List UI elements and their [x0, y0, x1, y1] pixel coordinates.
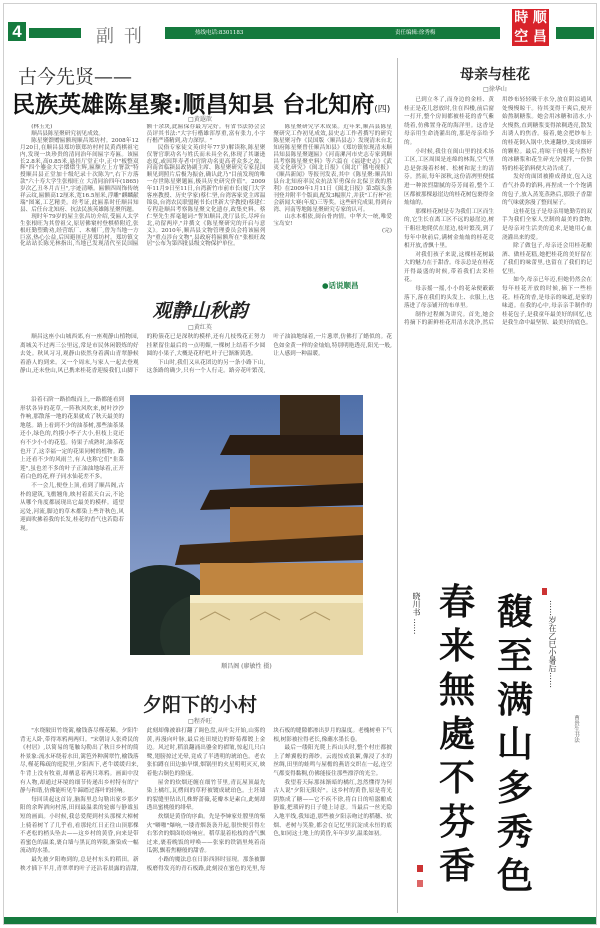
end-mark: (完) [382, 227, 392, 234]
paragraph: 现时年79岁的屋主张昌坊介绍,受匾人太学生张根旺为其曾祖父,原居佛窠村登棋桥附近,张根旺勤塑勤劝,经营纸厂、木桶厂,曾为当地一方巨富,热心公益,后因避匪迁居郑坊村。郑坊镇文化站站长陈光林指出,当地已发现清代至民国匾额十余块,此匾保存最为完好。有省书法协会会员评其书法:"大字行楷雄浑厚重,富有张力,小字行楷严谨精到,功力深厚。" [20, 124, 266, 248]
paragraph: (林玉光) [31, 124, 53, 130]
calligraphy-right-inscription: ……岁在乙巳小暑后…… [548, 600, 557, 688]
photo-caption: 顺昌阁 (廖敏性 摄) [221, 663, 272, 670]
paragraph: 屋舍的炊烟还缠在细竹节里,青瓦屋顶最先染上橘红,瓦楞间的草籽被镀成琥珀色。土坯墙的裂缝里钻出几株野蔷薇,花瓣本是素白,此刻却透出蜜桃般的绯晕。 [146, 779, 266, 812]
paragraph: 沿着石阶一路拾级而上,一路都能看到形状各异的花草,一阵秋风吹来,树叶沙沙作响,那散落一地的花果就成了秋天最美的地毯。路上看到不少的油茶树,那些油茶果还小,绿色的,约摸小李子大小,但枝上竟还有不少小小的花苞。待果子成熟时,油茶花也开了,这幸福一定的花果同树的植物。路上还看不少的风雨兰,有人也称它们"韭菜莲",虽也差不多的叶子正油油地绿着,正开着白色的花,样子同水仙花差不多。 [20, 397, 124, 481]
calligraphy-character: 色 [496, 855, 533, 897]
calligraphy-character: 處 [438, 713, 475, 755]
paragraph: 小路的魔法总在日影西斜时显现。那条被脚板磨得发亮的青石板路,此刻浸在蜜色的光里,每块石板的缝隙都渗出岁月的温度。老槐树垂下气根,树影被拉得老长,像蘸水墨长卷。 [146, 728, 392, 872]
article4-body [20, 727, 392, 897]
paragraph: 炊烟是黄昏的序曲。先是李婶家灶膛里的柴火"噼啪"爆响,一缕青烟袅袅升起,很快便引得左右邻舍的烟囱纷纷响应。稻草混着松枝的香气飘过来,裹着晚饭的呼唤——张家的铁锅里炖着南瓜粥,飘着焦糖般的甜香。 [146, 813, 266, 855]
calligraphy-character: 無 [438, 669, 475, 711]
article4-byline: □程乔旺 [188, 718, 212, 725]
paragraph: 小时候,我住在闽山里的技术场工区,工区周围是连绵的林海,空气里总是弥漫着杉树、松树和泥土的清芬。然而,每年深秋,这份清冽里便揉进一种浓烈甜腻的芬芳闻着,整个工区都被那棵悬崖边的桂花树包裹得金灿灿的。 [404, 148, 494, 207]
calligraphy-right-line [490, 590, 540, 898]
calligraphy-character: 山 [496, 723, 533, 765]
paragraph: 山水本相依,闽台骨肉情。中华大一统,唯爱宝岛安! [273, 213, 392, 227]
paragraph: 陈星聚馈赠匾额现顺昌郑坊村。2008年12月20日,在顺昌县郑坊镇郑坊村村民黄尚棋祖宅内,发现一块珍贵的清同治年间匾字寿匾。该匾长2.8米,高0.85米,悬挂厅堂正中,正中"板整双辉"四个鎏金大字熠熠生辉,匾额左上方署款"特授顺昌县正堂加十级纪录十次陈为",右下方落款"六十寿大学生张根旺立 大清同治四年(1865)岁次乙丑冬月吉旦",字迹清晰。匾额四周饰传统祥云纹,匾额高12厘米,宽16.5厘米,浮雕"麒麟献瑞"图案,工艺精美。经考证,此匾系时任顺昌知县、后任台北知府、抗法民族英雄陈星聚所题。 [20, 137, 139, 213]
calligraphy-character: 多 [496, 767, 533, 809]
paragraph: 已到立冬了,而身边的金桂、黄桂正是花儿怒放时,住在四楼,前后窗一打开,整个房间都被桂花的香气紫绕着,仿佛置身花的海洋里。这香是母亲用生命浇灌出的,那是母亲给予的。 [404, 97, 494, 146]
article2-title: 母亲与桂花 [460, 67, 530, 83]
paragraph: 这桂花包子是母亲用她勤劳的双手为我们全家人烹制的最美的食物,是母亲对生活美的追求,是她用心血浇灌出来的爱。 [502, 208, 592, 241]
article3-title: 观静山秋韵 [152, 300, 248, 322]
header-bar-right [556, 27, 594, 39]
paragraph: 最先被夕阳吻到的,总是村东头的稻田。新秧才插下半月,青翠翠的叶子还沾着晨露的清甜,此刻却像被谁打翻了调色盘,从叶尖开始,山雾的黄,再漫向叶脉,最后连田埂边的野菊都镀上金边。风过时,稻浪翻涌出鎏金的褶皱,惊起几只白鹭,翅膀掠过光晕,竟成了半透明的琥珀色。老农张伯蹲在田边抽旱烟,烟锅里的火星明明灭灭,映着他古铜色的脸庞。 [20, 728, 266, 872]
column-divider [397, 58, 398, 913]
article2-body [404, 96, 592, 568]
paragraph: 每回读起这首诗,脑海里总勾勒出家乡那夕阳的余晖洒向村落,田间最温柔的轮廓与静谧虽短的画面。小时候,我总爱爬到村头那棵大樟树上骑着树丫了几乎看,看那轮红日正往山顶那棵不老松的梢头坠去——这乡村的黄昏,向来是带着蜜色的温柔,裹白墙与黑瓦的界限,渐染成一幅流动的水墨。 [20, 796, 139, 855]
paragraph: 民俗专家徒文英(时年77岁)解读称,陈星聚仅署官职功名与姓氏而未具全名,体现了其谦逊态度,或因拜寿者中官阶功名更高者众多之故。河南省临颍县政协副主席、陈星聚研究专家昆国顺见到照片后极为振奋,确认此乃"目前发现的唯一存世陈星聚题匾,极具历史研究价值"。2009年11月9日至11日,台湾新竹市前市长(厦门大学客座教授、历史学家)蔡仁坚,台湾客家党主席温锦泉,台湾农民联盟秘书长(世新大学教授)蔡建仁专程赴顺昌考察陈星聚文化遗存,政集史料。蔡仁坚先生挥毫题词:"誓知顺昌,洗厅县长,尽瘁台北,功留两岸,"并撰文《陈星聚研究的开启与意义》。2010年,顺昌县文物管理委员会将该匾列为"重点涉台文物",县政府将匾额所在"张根旺故居"公布为第四批县级文物保护单位。 [146, 144, 266, 248]
article3-body-side [20, 396, 124, 656]
newspaper-logo: 時 顺 空 昌 [512, 9, 549, 46]
header-bar [165, 27, 500, 39]
article1-kicker: 古今先贤—— [18, 66, 133, 88]
article1-body [20, 124, 392, 276]
calligraphy-left-line [432, 580, 482, 888]
paragraph: 除了做包子,母亲还会用桂花酿酒、做桂花糕,她把桂花的美好留在了我们的味蕾里,也留在了我们的记忆里。 [502, 243, 592, 275]
paragraph: 母亲摇一摇,小小的花朵便簌簌落下,落在我们的头发上、衣服上,也落进了母亲铺开的布单里。 [404, 286, 494, 310]
article4-title: 夕阳下的小村 [142, 694, 257, 716]
paragraph: "水绕陂田竹绕篱,榆钱落尽槿花稀。夕阳牛背无人卧,带得寒鸦两两归。"宋朝诗人张舜民的《村居》,以简易的笔触勾勒出了秋日乡村的简朴景象:流水环绕着水田,篱笆外种满翠竹,榆钱落尽,槿花稀疏的庭院里,夕阳西下,老牛缓缓归来,牛背上没有牧童,却栖息着两只寒鸦。画面中没有人物,却通过环境的细节传递出乡村特有的宁静与和谐,仿佛能听见牛蹄踏过落叶的轻响。 [20, 728, 139, 795]
column-tag-text: 话说顺昌 [328, 281, 359, 290]
calligraphy-character: 香 [438, 845, 475, 887]
section-name: 副刊 [96, 26, 152, 47]
article1-part: (四) [374, 105, 391, 115]
paragraph: 陈星聚研究学术成果。近年来,顺昌县陈星聚研究工作初见成效,县史志工作者撰写的研究陈星聚习作《民国版〈顺昌县志〉发现清末台北知府陈星聚曾任顺昌知县》《郑坊镇惊现清末顺昌知县陈星聚题匾》《河南漯河市史志专家到顺昌考察陈星聚史料》等六篇在《福建史志》《武夷文化研究》《闽北日报》《闽北广播电视报》《顺昌新闻》等报刊发表,其中《陈星聚:顺昌知县台北知府率民众抗法军勇保台北保卫战的胜利》在2009年1月11日《闽北日报》第3版头条刊登并附半个版面,配发3幅照片,并获"工行杯"社会新闻大赛(年度)三等奖。这些研究成果,得到台湾、河南等地陈星聚研究专家的认可。 [273, 124, 392, 213]
calligraphy-character: 至 [496, 635, 533, 677]
calligraphy-character: 春 [438, 581, 475, 623]
calligraphy-character: 馥 [496, 591, 533, 633]
seal-stamp [417, 865, 423, 872]
paragraph: 那棵桂花树是专为我们工区而生的,它生长在离工区不远的悬崖边,树干粗壮地爬伏在崖边,枝叶繁茂,到了每年中秋前后,满树金灿灿的桂花竞相开放,香飘十里。 [404, 208, 494, 250]
dot-icon: ● [322, 281, 329, 290]
seal-stamp [542, 588, 547, 595]
page-number: 4 [8, 22, 26, 41]
calligraphy-character: 秀 [496, 811, 533, 853]
calligraphy-character: 满 [496, 679, 533, 721]
calligraphy-character: 芬 [438, 801, 475, 843]
article2-byline: □徐华山 [483, 86, 507, 93]
footer-bar [4, 917, 596, 924]
calligraphy-left-inscription: 晓川书 …… [412, 592, 421, 635]
calligraphy-character: 不 [438, 757, 475, 799]
article1-byline: □黄遐歆 [188, 116, 212, 123]
paragraph: 发好的面团被擀成薄皮,包入这香气扑鼻的馅料,再捏成一个个饱满的包子,放入蒸笼蒸熟后,那股子香甜的气味就弥漫了整间屋子。 [502, 174, 592, 207]
paragraph: 顺昌这座小山城西郊,有一座观静山植物园,离城关不过两三公里远,常是市民休闲锻炼的好去处。秋风习习,观静山依然身着满山青翠静候着游人的到来。又一个周末,与家人一起去登观静山,还未登山,风已携来桂花香迎接我们,山脚下的粉簇花已是深秋的模样,还有几枝残花正努力挂紧留住最后的一点明媚,一棵树上结着不少圆圆的小果子,大概是花籽吧,叶子已渐渐黄透。 [20, 334, 266, 375]
paragraph: 制作过程颇为讲究。首先,她会将摘下的新鲜桂花用清水洗净,然后用纱布轻轻吸干水分,放在阴凉通风处慢慢晾干。待其变得干爽后,便开始熬制糖浆。她会用冰糖和清水,小火慢熬,直到糖浆变得浓稠透亮,散发出诱人的焦香。接着,她会把纱布上的桂花倒入锅中,快速翻炒,变成细碎的颗粒。最后,将晾干的桂花与熬好的冰糖浆和花生碎充分搅拌,一份独特的桂花馅料便大功告成了。 [404, 97, 592, 327]
editor: 责任编辑:徐秀梅 [395, 30, 436, 36]
paragraph: 我望着天际那抹渐暗的橘红,忽然懂得为何古人说"夕阳无限好"。这乡村的黄昏,原是将光阴熬成了糖——它不疾不徐,将白日的喧嚣酿成静谧,把琐碎的日子缝上诗意。当最后一丝光隐入地平线,我知道,那些被夕阳亲吻过的稻穗、炊烟、老树与笑脸,都会在记忆里沉淀成永恒的底色,如同这土地上的黄昏,年年岁岁,温柔如初。 [273, 779, 392, 838]
calligraphy-character: 来 [438, 625, 475, 667]
photo-pagoda [130, 395, 363, 655]
article3-byline: □黄红英 [188, 324, 212, 331]
header-bar-left [29, 28, 81, 38]
pagoda-illustration [130, 395, 363, 655]
calligraphy-artwork [402, 580, 564, 910]
article3-body-top [20, 333, 392, 393]
paragraph: 最后一缕阳光爬上西山头时,整个村庄都披上了蝉翼般的薄纱。云霞惊成浪絮,像浸了水的丝绸,田里的蛙鸣与屋檐的燕语交织在一起,连空气都变得黏稠,仿佛能接住那些漂浮的光尘。 [273, 745, 392, 777]
calligraphy-caption: 曹贵生书法 [573, 715, 579, 743]
paragraph: 不一会儿,便登上顶,看到了顺昌阁,古朴的建筑,飞檐翘角,映衬着蓝天白云,不论从哪个角度都展现出它最美的模样。遥望远处,河流,脚边的草木都染上些许秋色,风迎面吹拂着我的长发,桂花的香气也若隐若现。 [20, 482, 124, 532]
paragraph: 如今,母亲已年迈,但她仍然会在每年桂花开放的时候,摘下一些桂花。桂花的香,是母亲的味道,是家的味道。在我的心中,母亲亲手制作的桂花包子,是我童年最美好的回忆,也是我生命中最坚韧、最美好的底色。 [502, 277, 592, 327]
column-tag [322, 280, 359, 291]
article1-title-text: 民族英雄陈星聚:顺昌知县 台北知府 [12, 92, 375, 118]
hotline: 热线电话:8301183 [195, 30, 244, 36]
paragraph: 顺昌县陈星聚研究初见成效。 [31, 130, 104, 137]
paragraph: 对我们孩子来说,这棵桂花树最大的魅力在于甜香。母亲总是在桂花开得最盛的时候,带着我们去采桂花。 [404, 251, 494, 284]
seal-stamp [417, 880, 423, 887]
paragraph: 下山时,我们又从花团边的另一条小路下山,这条路的确少,只有一个人行走。路旁花叶繁茂,叶子油油地绿着,一片葱翠,仿佛打了蜡似的。花色如金黄一样的金灿灿,特别明艳透亮,阳光一般,让人感到一种温暖。 [146, 334, 392, 375]
